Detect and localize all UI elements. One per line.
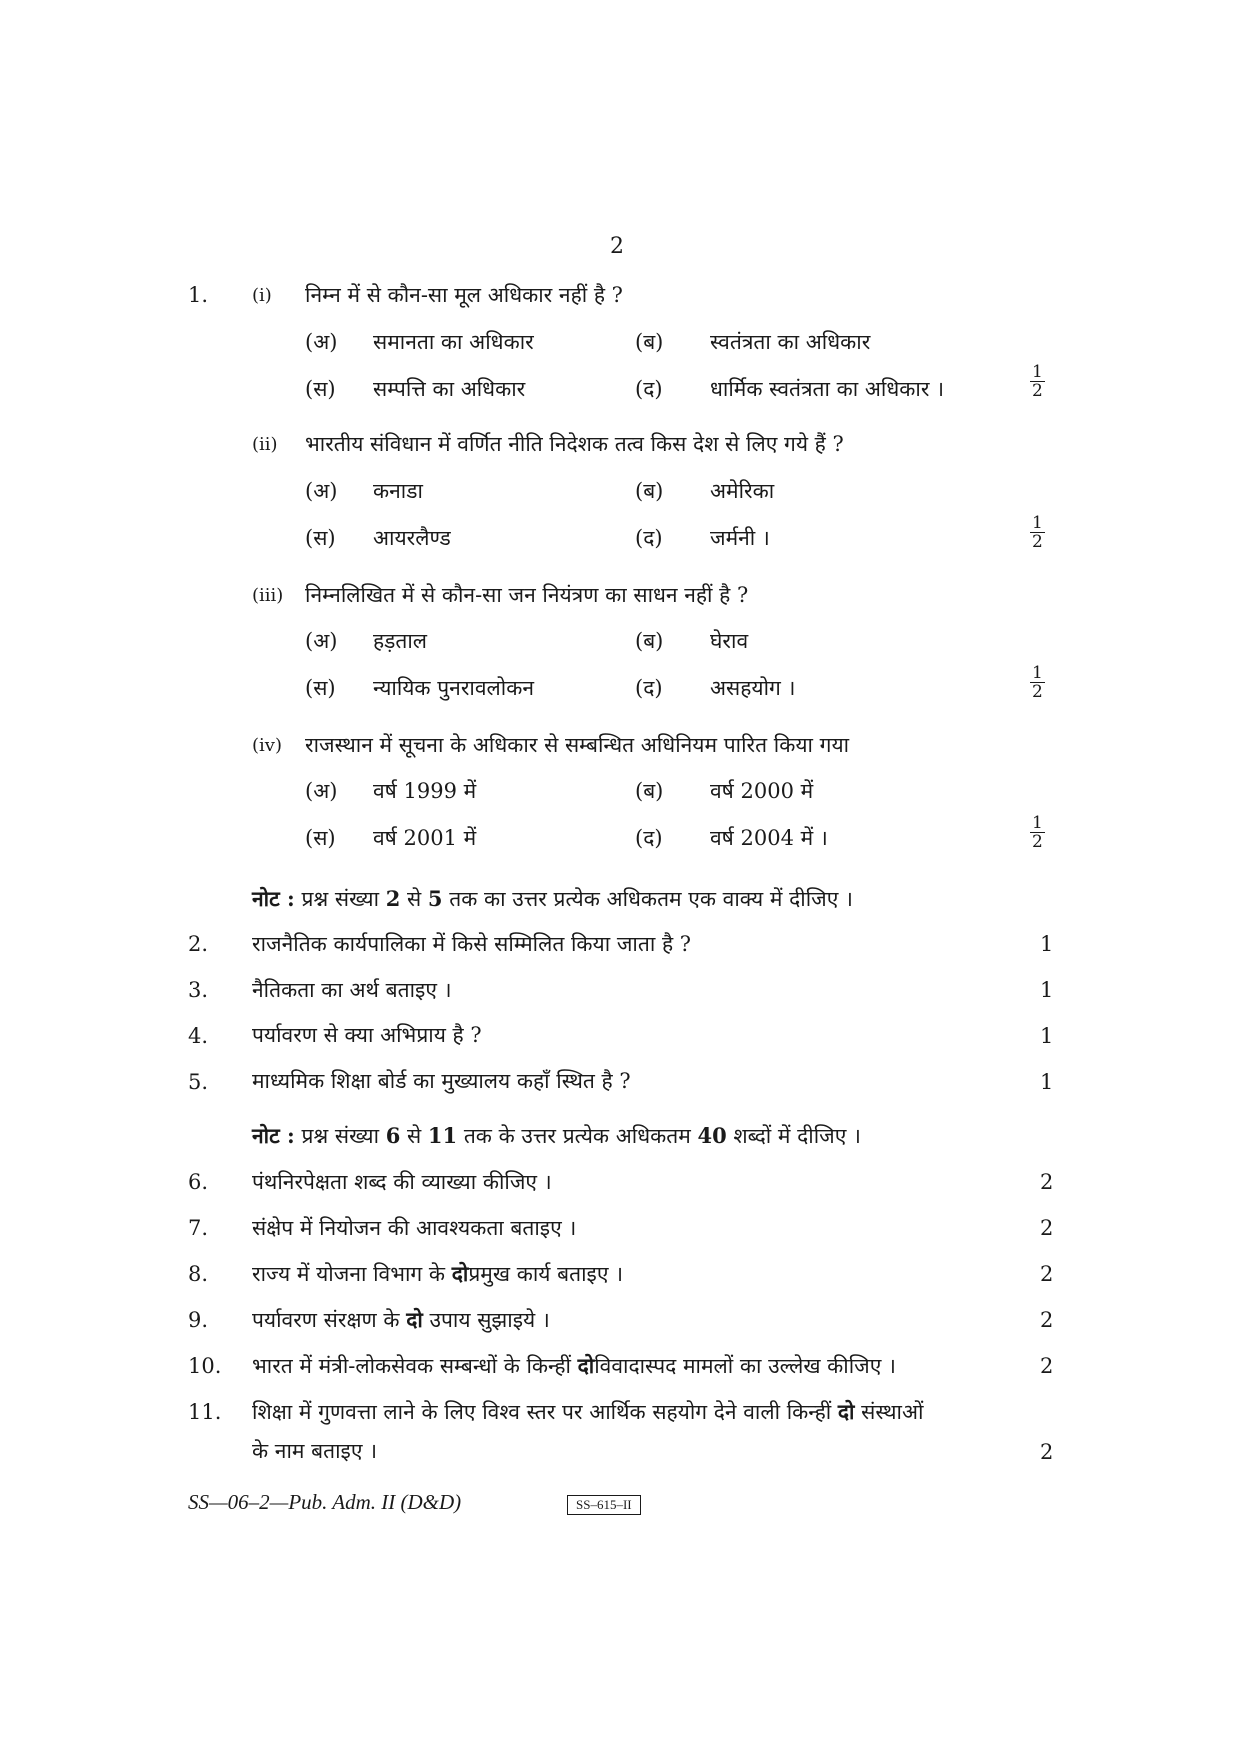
q1-i-option-a-text: समानता का अधिकार (373, 330, 534, 354)
note-text: शब्दों में दीजिए । (733, 1124, 862, 1148)
question-4-number: 4. (188, 1024, 209, 1048)
question-emphasis: दो (406, 1307, 423, 1332)
note-text: प्रश्न संख्या (301, 887, 380, 911)
q1-iii-option-c-text: न्यायिक पुनरावलोकन (373, 676, 534, 700)
q1-iii-marks (1030, 664, 1045, 701)
q1-part-ii-text: भारतीय संविधान में वर्णित नीति निदेशक तत्व किस देश से लिए गये हैं ? (305, 432, 844, 456)
marks-numerator: 1 (1032, 813, 1043, 833)
note-text: तक के उत्तर प्रत्येक अधिकतम (463, 1124, 691, 1148)
question-2-number: 2. (188, 932, 209, 956)
question-10-text (252, 1352, 896, 1380)
q1-part-i-label: (i) (252, 285, 272, 306)
question-3-text: नैतिकता का अर्थ बताइए । (252, 978, 452, 1002)
q1-ii-option-b-text: अमेरिका (710, 479, 775, 503)
q1-iv-marks (1030, 814, 1045, 851)
q1-iii-option-c-label: (स) (305, 676, 336, 700)
q1-part-i-text: निम्न में से कौन-सा मूल अधिकार नहीं है ? (305, 283, 623, 307)
question-emphasis: दो (451, 1261, 469, 1286)
q1-part-iv-label: (iv) (252, 735, 282, 756)
q1-part-iii-label: (iii) (252, 585, 284, 606)
q1-ii-option-d-text: जर्मनी । (710, 526, 770, 550)
q1-iii-option-d-text: असहयोग । (710, 676, 796, 700)
q1-i-option-c-text: सम्पत्ति का अधिकार (373, 377, 526, 401)
q1-ii-option-b-label: (ब) (635, 479, 664, 503)
question-2-text: राजनैतिक कार्यपालिका में किसे सम्मिलित किया जाता है ? (252, 932, 692, 956)
q1-i-option-c-label: (स) (305, 377, 336, 401)
q1-iii-option-a-text: हड़ताल (373, 629, 428, 653)
marks-denominator: 2 (1032, 532, 1043, 552)
note-prefix: नोट : (252, 1123, 295, 1148)
question-text-part: पर्यावरण संरक्षण के (252, 1308, 400, 1332)
question-10-number: 10. (188, 1354, 222, 1378)
marks-denominator: 2 (1032, 832, 1043, 852)
question-text-part: भारत में मंत्री-लोकसेवक सम्बन्धों के किन्हीं (252, 1354, 571, 1378)
note-instruction-1 (252, 885, 853, 913)
note-text: तक का उत्तर प्रत्येक अधिकतम एक वाक्य में दीजिए । (449, 887, 853, 911)
question-7-text: संक्षेप में नियोजन की आवश्यकता बताइए । (252, 1216, 577, 1240)
q1-ii-option-a-label: (अ) (305, 479, 338, 503)
q1-i-option-a-label: (अ) (305, 330, 338, 354)
question-6-number: 6. (188, 1170, 209, 1194)
q1-ii-option-c-label: (स) (305, 526, 336, 550)
marks-denominator: 2 (1032, 381, 1043, 401)
q1-iii-option-b-label: (ब) (635, 629, 664, 653)
q1-iv-option-c-text: वर्ष 2001 में (373, 826, 477, 850)
question-1-number: 1. (188, 283, 209, 307)
question-10-marks: 2 (1040, 1354, 1054, 1378)
q1-iv-option-a-text: वर्ष 1999 में (373, 779, 477, 803)
question-3-marks: 1 (1040, 978, 1054, 1002)
q1-ii-option-d-label: (द) (635, 526, 663, 550)
note-number: 5 (427, 886, 443, 911)
question-9-text (252, 1306, 550, 1334)
q1-i-option-d-label: (द) (635, 377, 663, 401)
question-5-marks: 1 (1040, 1070, 1054, 1094)
q1-ii-option-a-text: कनाडा (373, 479, 423, 503)
q1-iv-option-d-text: वर्ष 2004 में । (710, 826, 828, 850)
question-text-part: राज्य में योजना विभाग के (252, 1262, 446, 1286)
q1-i-option-d-text: धार्मिक स्वतंत्रता का अधिकार । (710, 377, 945, 401)
q1-iv-option-b-label: (ब) (635, 779, 664, 803)
question-11-text-line-2: के नाम बताइए । (252, 1439, 378, 1463)
question-7-marks: 2 (1040, 1216, 1054, 1240)
q1-part-iii-text: निम्नलिखित में से कौन-सा जन नियंत्रण का साधन नहीं है ? (305, 583, 749, 607)
question-8-text (252, 1260, 623, 1288)
marks-numerator: 1 (1032, 513, 1043, 533)
question-11-number: 11. (188, 1400, 222, 1424)
q1-iv-option-c-label: (स) (305, 826, 336, 850)
note-text: प्रश्न संख्या (301, 1124, 380, 1148)
question-9-number: 9. (188, 1308, 209, 1332)
q1-iv-option-a-label: (अ) (305, 779, 338, 803)
footer-boxed-code: SS–615–II (567, 1495, 641, 1515)
question-text-part: विवादास्पद मामलों का उल्लेख कीजिए । (594, 1354, 897, 1378)
question-emphasis: दो (837, 1399, 855, 1424)
note-number: 40 (697, 1123, 727, 1148)
question-6-text: पंथनिरपेक्षता शब्द की व्याख्या कीजिए । (252, 1170, 552, 1194)
q1-ii-marks (1030, 514, 1045, 551)
marks-denominator: 2 (1032, 682, 1043, 702)
question-text-part: संस्थाओं (861, 1400, 924, 1424)
note-prefix: नोट : (252, 886, 295, 911)
note-text: से (407, 1124, 422, 1148)
question-6-marks: 2 (1040, 1170, 1054, 1194)
question-8-marks: 2 (1040, 1262, 1054, 1286)
question-3-number: 3. (188, 978, 209, 1002)
question-5-text: माध्यमिक शिक्षा बोर्ड का मुख्यालय कहाँ स्थित है ? (252, 1069, 631, 1093)
question-4-marks: 1 (1040, 1024, 1054, 1048)
question-text-part: शिक्षा में गुणवत्ता लाने के लिए विश्व स्तर पर आर्थिक सहयोग देने वाली किन्हीं (252, 1400, 832, 1424)
footer-paper-code: SS—06–2—Pub. Adm. II (D&D) (188, 1490, 462, 1514)
note-number: 11 (427, 1123, 458, 1148)
q1-part-iv-text: राजस्थान में सूचना के अधिकार से सम्बन्धित अधिनियम पारित किया गया (305, 733, 850, 757)
question-11-marks: 2 (1040, 1440, 1054, 1464)
page-number: 2 (610, 234, 624, 259)
note-number: 2 (385, 886, 401, 911)
question-2-marks: 1 (1040, 932, 1054, 956)
q1-part-ii-label: (ii) (252, 434, 278, 455)
question-9-marks: 2 (1040, 1308, 1054, 1332)
marks-numerator: 1 (1032, 663, 1043, 683)
note-text: से (407, 887, 422, 911)
question-emphasis: दो (577, 1353, 595, 1378)
q1-i-option-b-text: स्वतंत्रता का अधिकार (710, 330, 871, 354)
q1-i-option-b-label: (ब) (635, 330, 664, 354)
question-7-number: 7. (188, 1216, 209, 1240)
question-11-text (252, 1398, 923, 1426)
q1-i-marks (1030, 363, 1045, 400)
question-5-number: 5. (188, 1070, 209, 1094)
note-instruction-2 (252, 1122, 861, 1150)
question-8-number: 8. (188, 1262, 209, 1286)
q1-iii-option-d-label: (द) (635, 676, 663, 700)
q1-iii-option-a-label: (अ) (305, 629, 338, 653)
q1-iv-option-b-text: वर्ष 2000 में (710, 779, 814, 803)
q1-ii-option-c-text: आयरलैण्ड (373, 526, 451, 550)
marks-numerator: 1 (1032, 362, 1043, 382)
q1-iii-option-b-text: घेराव (710, 629, 749, 653)
question-text-part: उपाय सुझाइये । (429, 1308, 550, 1332)
q1-iv-option-d-label: (द) (635, 826, 663, 850)
question-4-text: पर्यावरण से क्या अभिप्राय है ? (252, 1023, 482, 1047)
question-text-part: प्रमुख कार्य बताइए । (468, 1262, 624, 1286)
note-number: 6 (385, 1123, 401, 1148)
